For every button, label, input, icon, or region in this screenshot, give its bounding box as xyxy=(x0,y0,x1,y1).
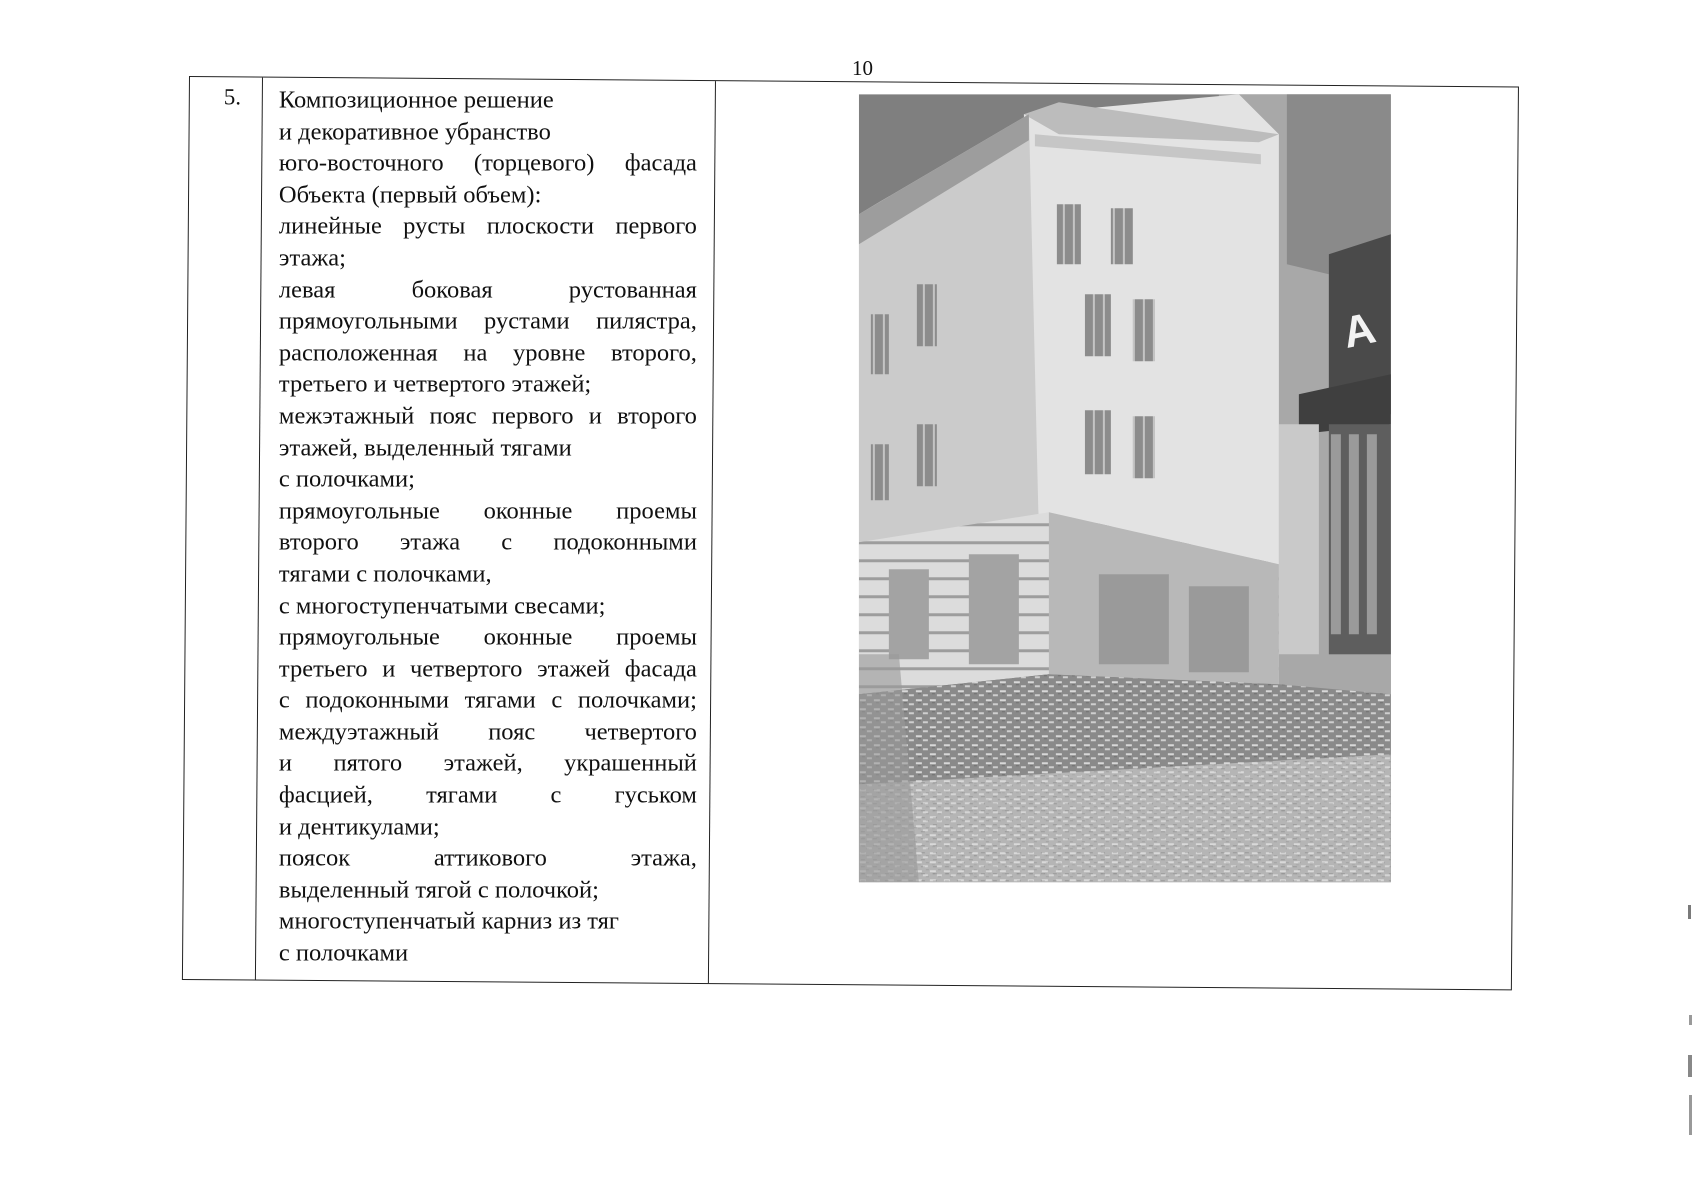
description-line: фасцией, тягами с гуськом xyxy=(278,781,697,809)
description-line: юго-восточного (торцевого) фасада xyxy=(278,149,697,177)
description-line: этажей, выделенный тягами xyxy=(278,434,572,462)
description-line: и декоративное убранство xyxy=(278,118,551,146)
scan-edge-marks xyxy=(1688,905,1693,1165)
description-line: и дентикулами; xyxy=(278,813,440,841)
facade-description xyxy=(279,85,697,970)
description-table xyxy=(182,76,1519,990)
description-line: с многоступенчатыми свесами; xyxy=(278,592,606,620)
description-line: Объекта (первый объем): xyxy=(278,181,542,209)
description-line: многоступенчатый карниз из тяг xyxy=(278,908,619,936)
description-line: третьего и четвертого этажей; xyxy=(278,371,592,399)
description-line: прямоугольными рустами пилястра, xyxy=(278,307,697,335)
sign-letter: A xyxy=(1338,303,1380,358)
description-line: и пятого этажей, украшенный xyxy=(278,750,697,778)
page-number: 10 xyxy=(852,56,873,80)
row-number: 5. xyxy=(223,84,242,110)
description-line: с полочками; xyxy=(278,465,415,493)
description-line: этажа; xyxy=(278,244,346,272)
description-line: междуэтажный пояс четвертого xyxy=(278,718,697,746)
description-line: прямоугольные оконные проемы xyxy=(278,497,697,525)
description-line: с полочками xyxy=(278,939,409,967)
description-line: линейные русты плоскости первого xyxy=(278,213,697,241)
description-line: прямоугольные оконные проемы xyxy=(278,623,697,651)
description-line: межэтажный пояс первого и второго xyxy=(278,402,697,430)
description-line: третьего и четвертого этажей фасада xyxy=(278,655,697,683)
column-divider-photo xyxy=(708,81,716,983)
description-line: расположенная на уровне второго, xyxy=(278,339,697,367)
description-line: поясок аттикового этажа, xyxy=(278,844,697,872)
building-photo-image xyxy=(859,94,1391,882)
facade-photo xyxy=(859,94,1391,882)
description-line: второго этажа с подоконными xyxy=(278,529,697,557)
description-line: с подоконными тягами с полочками; xyxy=(278,686,697,714)
description-line: выделенный тягой с полочкой; xyxy=(278,876,599,904)
description-line: левая боковая рустованная xyxy=(278,276,697,304)
description-line: Композиционное решение xyxy=(278,86,554,114)
description-line: тягами с полочками, xyxy=(278,560,492,588)
column-divider-number xyxy=(255,78,263,980)
